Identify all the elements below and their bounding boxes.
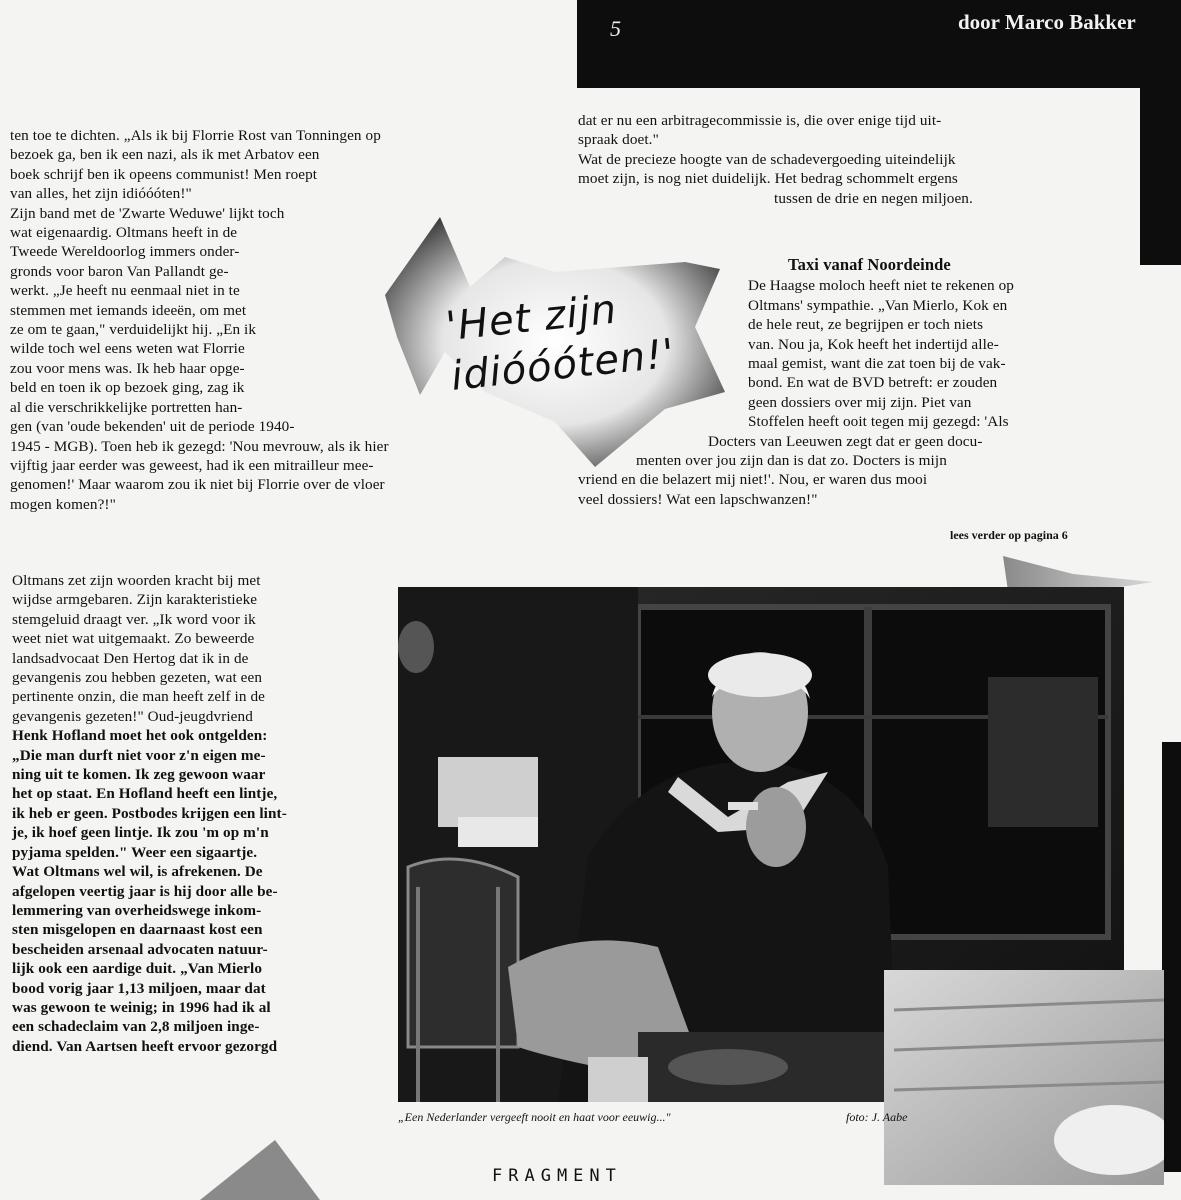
text-line: bond. En wat de BVD betreft: er zouden — [748, 374, 998, 392]
subheading: Taxi vanaf Noordeinde — [788, 255, 951, 274]
text-line: gevangenis gezeten!" Oud-jeugdvriend — [12, 707, 253, 725]
text-line: wilde toch wel eens weten wat Florrie — [10, 340, 245, 358]
text-line: menten over jou zijn dan is dat zo. Docters is mijn — [636, 452, 947, 470]
text-line: moet zijn, is nog niet duidelijk. Het bedrag schommelt ergens — [578, 170, 958, 188]
pull-quote-line: idióóóten!' — [448, 330, 678, 400]
text-line: ze om te gaan," verduidelijkt hij. „En ik — [10, 321, 257, 339]
text-line: Wat Oltmans wel wil, is afrekenen. De — [12, 863, 263, 881]
text-line: een schadeclaim van 2,8 miljoen inge- — [12, 1018, 260, 1036]
left-column-top — [10, 126, 389, 514]
text-line: 1945 - MGB). Toen heb ik gezegd: 'Nou mevrouw, als ik hier — [10, 437, 389, 455]
photo-caption: „Een Nederlander vergeeft nooit en haat voor eeuwig..." — [398, 1110, 671, 1124]
text-line: weet niet wat uitgemaakt. Zo beweerde — [12, 630, 255, 648]
text-line: beld en toen ik op bezoek ging, zag ik — [10, 379, 245, 397]
text-line: maal gemist, want die zat toen bij de vak- — [748, 355, 1006, 373]
text-line: stemmen met iemands ideeën, om met — [10, 301, 247, 319]
text-line: bood vorig jaar 1,13 miljoen, maar dat — [12, 979, 266, 997]
text-line: genomen!' Maar waarom zou ik niet bij Florrie over de vloer — [10, 476, 385, 494]
text-line: Wat de precieze hoogte van de schadevergoeding uiteindelijk — [578, 150, 956, 168]
text-line: gevangenis zou hebben gezeten, wat een — [12, 669, 263, 687]
text-line: Tweede Wereldoorlog immers onder- — [10, 243, 240, 261]
right-column-top — [578, 111, 973, 208]
text-line: Zijn band met de 'Zwarte Weduwe' lijkt toch — [10, 204, 285, 222]
text-line: van alles, het zijn idióóóten!" — [10, 185, 192, 203]
text-line: lijk ook een aardige duit. „Van Mierlo — [12, 960, 263, 978]
text-line: je, ik hoef geen lintje. Ik zou 'm op m'n — [12, 824, 269, 842]
text-line: bezoek ga, ben ik een nazi, als ik met Arbatov een — [10, 146, 320, 164]
text-line: ik heb er geen. Postbodes krijgen een lint- — [12, 804, 287, 822]
text-line: pertinente onzin, die man heeft zelf in de — [12, 688, 265, 706]
text-line: wijdse armgebaren. Zijn karakteristieke — [12, 591, 258, 609]
text-line: ten toe te dichten. „Als ik bij Florrie Rost van Tonningen op — [10, 127, 381, 144]
text-line: lemmering van overheidswege inkom- — [12, 901, 262, 919]
text-line: werkt. „Je heeft nu eenmaal niet in te — [10, 282, 240, 300]
text-line: vriend en die belazert mij niet!'. Nou, er waren dus mooi — [578, 471, 928, 489]
right-edge-black-block-top — [1140, 80, 1181, 265]
text-line: dat er nu een arbitragecommissie is, die over enige tijd uit- — [578, 112, 942, 129]
left-column-bottom — [12, 571, 287, 1056]
photo-detail-corner — [884, 970, 1164, 1185]
text-line: stemgeluid draagt ver. „Ik word voor ik — [12, 610, 256, 628]
text-line: zou voor mens was. Ik heb haar opge- — [10, 359, 245, 377]
photo-detail-illustration — [884, 970, 1164, 1185]
text-line: was gewoon te weinig; in 1996 had ik al — [12, 998, 271, 1016]
text-line: landsadvocaat Den Hertog dat ik in de — [12, 649, 249, 667]
text-line: gen (van 'oude bekenden' uit de periode 1940- — [10, 418, 295, 436]
text-line: de hele reut, ze begrijpen er toch niets — [748, 316, 984, 334]
text-line: Henk Hofland moet het ook ontgelden: — [12, 727, 268, 745]
byline: door Marco Bakker — [958, 10, 1136, 34]
text-line: „Die man durft niet voor z'n eigen me- — [12, 746, 266, 764]
continue-note: lees verder op pagina 6 — [950, 528, 1068, 542]
text-line: diend. Van Aartsen heeft ervoor gezorgd — [12, 1037, 278, 1055]
text-line: vijftig jaar eerder was geweest, had ik een mitrailleur mee- — [10, 456, 374, 474]
text-line: gronds voor baron Van Pallandt ge- — [10, 262, 229, 280]
text-line: pyjama spelden." Weer een sigaartje. — [12, 843, 258, 861]
text-line: Oltmans' sympathie. „Van Mierlo, Kok en — [748, 296, 1008, 314]
text-line: van. Nou ja, Kok heeft het indertijd alle- — [748, 335, 999, 353]
text-line: sten misgelopen en daarnaast kost een — [12, 921, 263, 939]
corner-shape-decoration — [200, 1140, 330, 1200]
text-line: boek schrijf ben ik opeens communist! Men roept — [10, 165, 318, 183]
text-line: spraak doet." — [578, 131, 659, 149]
text-line: Stoffelen heeft ooit tegen mij gezegd: 'Als — [748, 413, 1009, 431]
text-line: al die verschrikkelijke portretten han- — [10, 398, 243, 416]
page-number: 5 — [610, 16, 621, 41]
text-line: Oltmans zet zijn woorden kracht bij met — [12, 572, 261, 589]
text-line: afgelopen veertig jaar is hij door alle be- — [12, 882, 278, 900]
text-line: wat eigenaardig. Oltmans heeft in de — [10, 224, 238, 242]
right-column-bottom — [578, 255, 1014, 509]
text-line: bescheiden arsenaal advocaten natuur- — [12, 940, 268, 958]
text-line: De Haagse moloch heeft niet te rekenen op — [748, 277, 1014, 295]
footer-logo: FRAGMENT — [492, 1166, 622, 1186]
pull-quote-line: 'Het zijn — [443, 286, 620, 351]
text-line: veel dossiers! Wat een lapschwanzen!" — [578, 490, 818, 508]
text-line: het op staat. En Hofland heeft een lintje, — [12, 785, 278, 803]
text-line: geen dossiers over mij zijn. Piet van — [748, 393, 972, 411]
text-line: mogen komen?!" — [10, 495, 116, 513]
text-line: Docters van Leeuwen zegt dat er geen docu- — [708, 432, 983, 450]
text-line: ning uit te komen. Ik zeg gewoon waar — [12, 766, 266, 784]
photo-credit: foto: J. Aabe — [846, 1110, 908, 1124]
text-line: tussen de drie en negen miljoen. — [774, 189, 973, 207]
right-edge-black-block-lower — [1162, 742, 1181, 1172]
